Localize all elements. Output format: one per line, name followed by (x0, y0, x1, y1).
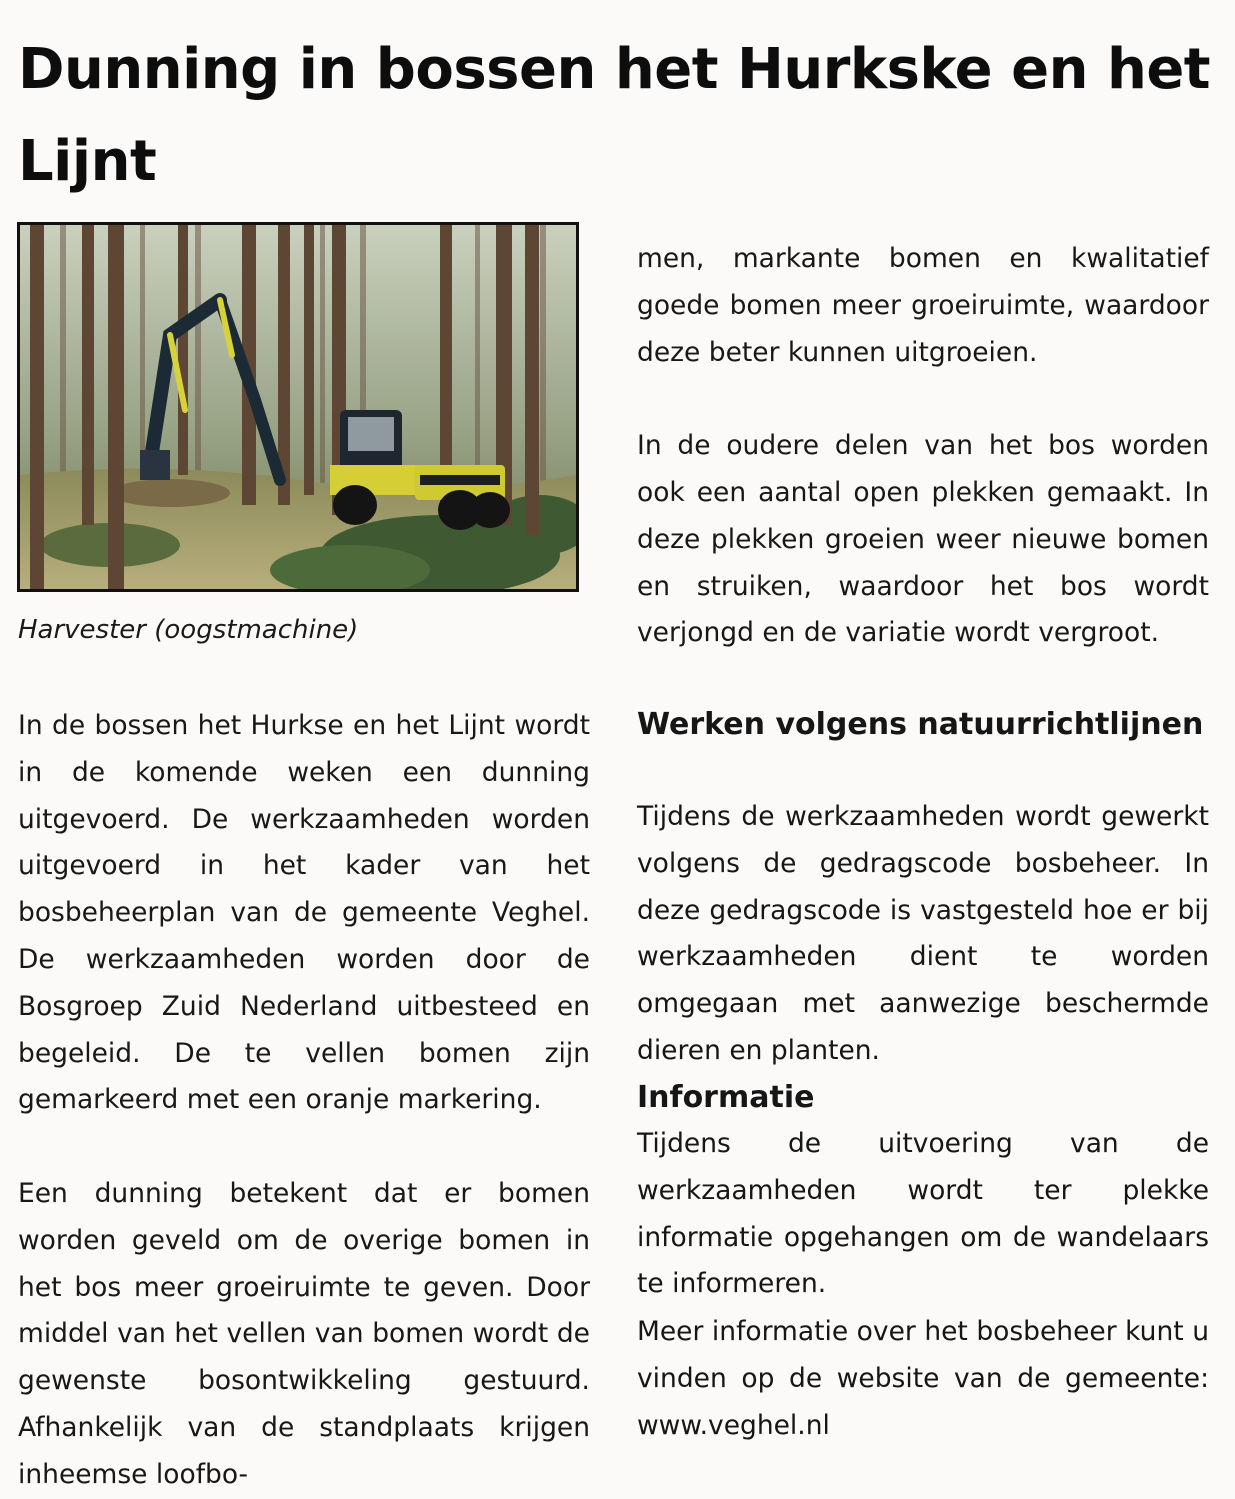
section-werken (637, 794, 1209, 1075)
heading-werken: Werken volgens natuurrichtlijnen (637, 707, 1204, 742)
section-informatie (637, 1121, 1209, 1308)
paragraph-website: Meer informatie over het bosbeheer kunt u vinden op de website van de gemeente: www.veghel.nl (637, 1316, 1209, 1441)
photo-caption: Harvester (oogstmachine) (18, 615, 359, 645)
paragraph-gedragscode: Tijdens de werkzaamheden wordt gewerkt volgens de gedragscode bosbeheer. In deze gedragscode is vastgesteld hoe er bij werkzaamheden dient te worden omgegaan met aanwezige beschermde dieren en planten. (637, 801, 1209, 1066)
left-column (18, 703, 590, 1499)
paragraph-open-plekken: In de oudere delen van het bos worden ook een aantal open plekken gemaakt. In deze plekken groeien weer nieuwe bomen en struiken, waardoor het bos wordt verjongd en de variatie wordt vergroot. (637, 430, 1209, 649)
section-website (637, 1309, 1209, 1449)
paragraph-dunning: Een dunning betekent dat er bomen worden geveld om de overige bomen in het bos meer groeiruimte te geven. Door middel van het vellen van bomen wordt de gewenste bosontwikkeling gestuurd. Afhankelijk van de standplaats krijgen inheemse loofbo- (18, 1177, 590, 1490)
paragraph-intro: In de bossen het Hurkse en het Lijnt wordt in de komende weken een dunning uitgevoerd. De werkzaamheden worden uitgevoerd in het kader van het bosbeheerplan van de gemeente Veghel. De werkzaamheden worden door de Bosgroep Zuid Nederland uitbesteed en begeleid. De te vellen bomen zijn gemarkeerd met een oranje markering. (18, 710, 590, 1116)
article-title: Dunning in bossen het Hurkske en het Lijnt (18, 37, 1211, 194)
right-column-top (637, 236, 1209, 657)
paragraph-info: Tijdens de uitvoering van de werkzaamheden wordt ter plekke informatie opgehangen om de wandelaars te informeren. (637, 1128, 1209, 1300)
paragraph-continued: men, markante bomen en kwalitatief goede bomen meer groeiruimte, waardoor deze beter kunnen uitgroeien. (637, 243, 1209, 368)
heading-informatie: Informatie (637, 1080, 815, 1115)
harvester-photo (17, 222, 579, 592)
